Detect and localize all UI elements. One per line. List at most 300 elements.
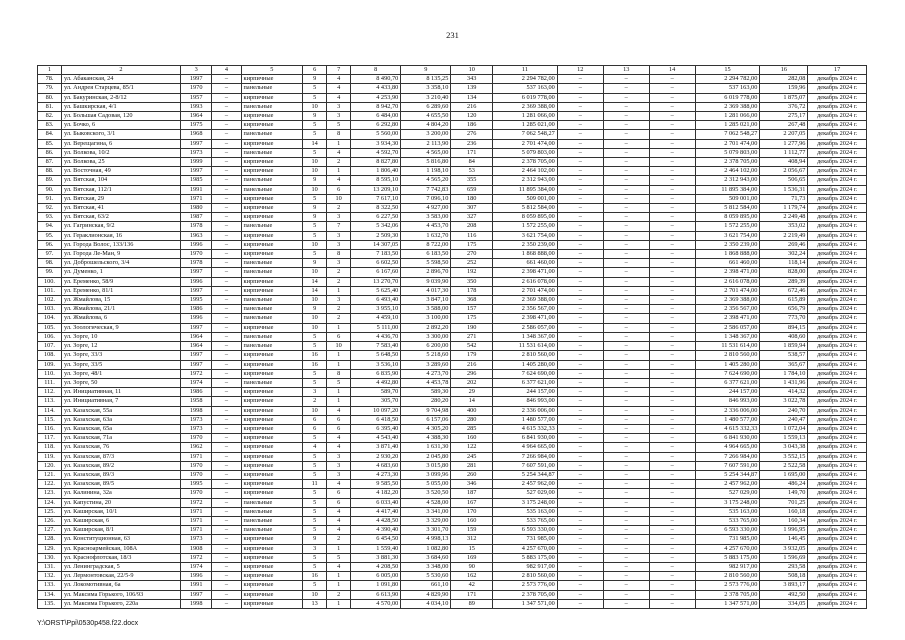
table-cell: – xyxy=(557,167,603,176)
table-cell: панельные xyxy=(241,498,303,507)
table-cell: 13 270,70 xyxy=(351,277,401,286)
table-cell: 5 079 803,00 xyxy=(493,148,558,157)
table-cell: 178 xyxy=(451,286,493,295)
table-cell: 5 xyxy=(303,553,327,562)
table-cell: 11 xyxy=(303,480,327,489)
table-cell: – xyxy=(649,489,695,498)
table-cell: – xyxy=(212,599,241,608)
table-row xyxy=(38,599,867,608)
table-cell: 71,73 xyxy=(760,194,808,203)
table-cell: – xyxy=(557,231,603,240)
table-cell: 2 398 471,00 xyxy=(493,268,558,277)
table-cell: – xyxy=(603,461,649,470)
table-cell: декабрь 2024 г. xyxy=(808,130,867,139)
table-cell: 4 998,13 xyxy=(401,535,451,544)
table-cell: 5 xyxy=(303,130,327,139)
table-cell: 1964 xyxy=(181,332,212,341)
table-cell: 9 xyxy=(303,112,327,121)
table-cell: 9 xyxy=(303,204,327,213)
table-cell: – xyxy=(212,102,241,111)
column-number-header: 17 xyxy=(808,66,867,75)
table-cell: декабрь 2024 г. xyxy=(808,222,867,231)
table-cell: – xyxy=(603,148,649,157)
column-number-header: 12 xyxy=(557,66,603,75)
table-cell: – xyxy=(212,323,241,332)
table-cell: 1 072,04 xyxy=(760,424,808,433)
table-cell: 1991 xyxy=(181,581,212,590)
table-cell: 11 895 384,00 xyxy=(493,185,558,194)
table-cell: 7 266 984,00 xyxy=(695,452,760,461)
table-cell: 1997 xyxy=(181,360,212,369)
table-cell: 5 816,80 xyxy=(401,158,451,167)
table-cell: 16 xyxy=(303,360,327,369)
table-cell: декабрь 2024 г. xyxy=(808,406,867,415)
table-cell: 244 157,00 xyxy=(695,388,760,397)
table-cell: 10 xyxy=(303,323,327,332)
table-cell: 2 378 705,00 xyxy=(493,158,558,167)
table-cell: 6 019 778,00 xyxy=(493,93,558,102)
table-cell: 2 369 388,00 xyxy=(493,296,558,305)
table-cell: 9 xyxy=(303,535,327,544)
table-cell: 5 xyxy=(303,342,327,351)
table-cell: 93. xyxy=(38,213,62,222)
column-number-header: 7 xyxy=(327,66,351,75)
table-cell: ул. Гераклионская, 16 xyxy=(62,231,181,240)
table-cell: 11 531 614,00 xyxy=(695,342,760,351)
table-row xyxy=(38,544,867,553)
table-cell: 2 701 474,00 xyxy=(695,286,760,295)
table-row xyxy=(38,360,867,369)
table-cell: 2 616 078,00 xyxy=(695,277,760,286)
table-cell: кирпичные xyxy=(241,213,303,222)
table-row xyxy=(38,581,867,590)
table-cell: 615,89 xyxy=(760,296,808,305)
table-cell: кирпичные xyxy=(241,424,303,433)
table-cell: 285 xyxy=(451,424,493,433)
table-cell: декабрь 2024 г. xyxy=(808,93,867,102)
table-cell: 121. xyxy=(38,470,62,479)
table-cell: 3 955,10 xyxy=(351,305,401,314)
table-cell: кирпичные xyxy=(241,443,303,452)
table-cell: 661 460,00 xyxy=(493,259,558,268)
table-cell: кирпичные xyxy=(241,470,303,479)
table-cell: 2 810 560,00 xyxy=(493,572,558,581)
table-cell: – xyxy=(212,535,241,544)
table-cell: 3 881,30 xyxy=(351,553,401,562)
table-cell: – xyxy=(603,544,649,553)
table-row xyxy=(38,507,867,516)
table-cell: – xyxy=(212,498,241,507)
table-cell: 10 xyxy=(303,240,327,249)
table-cell: 1997 xyxy=(181,590,212,599)
table-cell: – xyxy=(603,388,649,397)
table-cell: декабрь 2024 г. xyxy=(808,599,867,608)
table-cell: ул. Верещагина, 6 xyxy=(62,139,181,148)
table-cell: 2 xyxy=(327,204,351,213)
table-cell: 105. xyxy=(38,323,62,332)
table-cell: 1995 xyxy=(181,480,212,489)
table-cell: кирпичные xyxy=(241,452,303,461)
table-cell: – xyxy=(603,231,649,240)
table-cell: ул. Калинина, 32а xyxy=(62,489,181,498)
table-cell: ул. Лермонтовская, 22/5-9 xyxy=(62,572,181,581)
table-cell: ул. Города Волос, 133/136 xyxy=(62,240,181,249)
table-cell: 2 810 560,00 xyxy=(695,351,760,360)
table-cell: кирпичные xyxy=(241,590,303,599)
table-cell: – xyxy=(603,240,649,249)
table-cell: – xyxy=(649,516,695,525)
table-cell: 6 593 330,00 xyxy=(695,526,760,535)
table-cell: – xyxy=(649,369,695,378)
table-cell: 3 xyxy=(327,296,351,305)
table-cell: 5 598,50 xyxy=(401,259,451,268)
table-cell: 281 xyxy=(451,461,493,470)
table-cell: – xyxy=(212,360,241,369)
table-cell: 5 883 175,00 xyxy=(493,553,558,562)
table-row xyxy=(38,470,867,479)
table-cell: 1973 xyxy=(181,148,212,157)
table-cell: 5 xyxy=(303,516,327,525)
table-cell: – xyxy=(649,148,695,157)
table-cell: 2 336 006,00 xyxy=(493,406,558,415)
table-cell: декабрь 2024 г. xyxy=(808,572,867,581)
table-cell: – xyxy=(557,599,603,608)
table-cell: декабрь 2024 г. xyxy=(808,148,867,157)
table-cell: 1 xyxy=(327,286,351,295)
table-cell: 4 017,30 xyxy=(401,286,451,295)
table-cell: 100. xyxy=(38,277,62,286)
table-cell: кирпичные xyxy=(241,93,303,102)
table-cell: 83. xyxy=(38,121,62,130)
table-cell: 160,18 xyxy=(760,507,808,516)
table-cell: 114. xyxy=(38,406,62,415)
table-cell: 8 xyxy=(327,369,351,378)
table-cell: – xyxy=(212,167,241,176)
table-cell: – xyxy=(557,562,603,571)
table-cell: 5 xyxy=(303,581,327,590)
table-cell: 97. xyxy=(38,250,62,259)
table-cell: 2 312 943,00 xyxy=(695,176,760,185)
table-cell: панельные xyxy=(241,102,303,111)
table-row xyxy=(38,250,867,259)
table-cell: 1 xyxy=(327,397,351,406)
table-cell: – xyxy=(557,268,603,277)
table-cell: – xyxy=(557,489,603,498)
table-cell: – xyxy=(557,259,603,268)
table-cell: 492,50 xyxy=(760,590,808,599)
table-cell: 4 683,60 xyxy=(351,461,401,470)
table-cell: декабрь 2024 г. xyxy=(808,360,867,369)
table-cell: 3 893,17 xyxy=(760,581,808,590)
table-cell: 2 930,20 xyxy=(351,452,401,461)
table-cell: 84. xyxy=(38,130,62,139)
table-cell: 216 xyxy=(451,102,493,111)
table-cell: 280,20 xyxy=(401,397,451,406)
table-cell: панельные xyxy=(241,507,303,516)
table-cell: 4 xyxy=(327,406,351,415)
table-cell: 3 xyxy=(327,112,351,121)
column-number-header: 4 xyxy=(212,66,241,75)
table-cell: – xyxy=(603,323,649,332)
table-cell: 1987 xyxy=(181,213,212,222)
table-row xyxy=(38,461,867,470)
table-cell: 4 xyxy=(327,148,351,157)
table-cell: 533 765,00 xyxy=(695,516,760,525)
table-cell: ул. Доброшельского, 3/4 xyxy=(62,259,181,268)
table-cell: 3 xyxy=(327,231,351,240)
table-cell: 3 175 248,00 xyxy=(695,498,760,507)
table-cell: 3 341,00 xyxy=(401,507,451,516)
table-row xyxy=(38,167,867,176)
table-row xyxy=(38,489,867,498)
table-cell: 131. xyxy=(38,562,62,571)
table-cell: 10 xyxy=(303,102,327,111)
table-cell: 3 684,60 xyxy=(401,553,451,562)
table-cell: 78. xyxy=(38,75,62,84)
table-cell: 6 xyxy=(327,424,351,433)
table-cell: декабрь 2024 г. xyxy=(808,112,867,121)
table-row xyxy=(38,213,867,222)
table-cell: – xyxy=(557,176,603,185)
table-cell: – xyxy=(649,378,695,387)
table-cell: 2 398 471,00 xyxy=(695,268,760,277)
table-cell: 53 xyxy=(451,167,493,176)
table-cell: 190 xyxy=(451,323,493,332)
table-cell: 2 219,49 xyxy=(760,231,808,240)
column-number-header: 3 xyxy=(181,66,212,75)
table-row xyxy=(38,240,867,249)
table-row xyxy=(38,121,867,130)
table-cell: – xyxy=(603,470,649,479)
column-number-header: 13 xyxy=(603,66,649,75)
table-cell: 4 208,50 xyxy=(351,562,401,571)
table-cell: – xyxy=(557,590,603,599)
table-cell: 1 631,30 xyxy=(401,443,451,452)
table-cell: – xyxy=(649,194,695,203)
table-cell: – xyxy=(603,562,649,571)
table-cell: 5 xyxy=(303,93,327,102)
table-cell: 275,17 xyxy=(760,112,808,121)
table-cell: – xyxy=(603,286,649,295)
table-cell: 267,48 xyxy=(760,121,808,130)
table-cell: – xyxy=(649,259,695,268)
table-cell: ул. Думенко, 1 xyxy=(62,268,181,277)
footer-file-path: Y:\ORST\Ppi\0530p458.f22.docx xyxy=(37,620,139,627)
table-cell: декабрь 2024 г. xyxy=(808,121,867,130)
table-cell: 8 xyxy=(327,250,351,259)
table-cell: 731 985,00 xyxy=(695,535,760,544)
table-cell: декабрь 2024 г. xyxy=(808,443,867,452)
table-cell: 120. xyxy=(38,461,62,470)
table-cell: 10 xyxy=(327,342,351,351)
table-row xyxy=(38,562,867,571)
table-cell: 1 xyxy=(327,572,351,581)
table-cell: 3 200,00 xyxy=(401,130,451,139)
table-cell: – xyxy=(603,516,649,525)
table-cell: 1996 xyxy=(181,277,212,286)
table-cell: – xyxy=(557,250,603,259)
table-cell: 89 xyxy=(451,599,493,608)
table-cell: 4 390,40 xyxy=(351,526,401,535)
table-row xyxy=(38,286,867,295)
table-cell: 1974 xyxy=(181,378,212,387)
table-cell: 4 964 665,00 xyxy=(493,443,558,452)
table-cell: 110. xyxy=(38,369,62,378)
table-cell: 4 xyxy=(327,526,351,535)
table-cell: 3 xyxy=(327,259,351,268)
table-cell: 3 300,00 xyxy=(401,332,451,341)
table-cell: ул. Зорге, 50 xyxy=(62,378,181,387)
table-cell: 269,46 xyxy=(760,240,808,249)
table-cell: – xyxy=(603,590,649,599)
table-cell: 3 871,40 xyxy=(351,443,401,452)
table-cell: 1964 xyxy=(181,112,212,121)
table-cell: 13 xyxy=(303,599,327,608)
table-cell: 2 378 705,00 xyxy=(493,590,558,599)
table-row xyxy=(38,130,867,139)
table-cell: ул. Волкова, 25 xyxy=(62,158,181,167)
table-cell: 1 xyxy=(327,599,351,608)
table-cell: 5 xyxy=(303,452,327,461)
table-cell: 2 xyxy=(327,268,351,277)
table-cell: 91. xyxy=(38,194,62,203)
table-cell: – xyxy=(212,259,241,268)
table-cell: – xyxy=(212,452,241,461)
table-cell: – xyxy=(557,581,603,590)
table-cell: – xyxy=(557,93,603,102)
table-cell: 4 273,30 xyxy=(351,470,401,479)
table-cell: декабрь 2024 г. xyxy=(808,535,867,544)
table-cell: ул. Конституционная, 63 xyxy=(62,535,181,544)
table-cell: 538,57 xyxy=(760,351,808,360)
table-cell: 5 xyxy=(303,332,327,341)
table-cell: декабрь 2024 г. xyxy=(808,231,867,240)
table-cell: 3 099,96 xyxy=(401,470,451,479)
table-cell: 1978 xyxy=(181,222,212,231)
table-cell: ул. Каширская, 6 xyxy=(62,516,181,525)
table-cell: 7 742,83 xyxy=(401,185,451,194)
table-cell: декабрь 2024 г. xyxy=(808,213,867,222)
table-cell: – xyxy=(212,526,241,535)
table-cell: кирпичные xyxy=(241,553,303,562)
table-cell: кирпичные xyxy=(241,139,303,148)
page-number: 231 xyxy=(446,30,459,40)
table-cell: кирпичные xyxy=(241,231,303,240)
table-cell: 240,70 xyxy=(760,406,808,415)
table-cell: 10 xyxy=(303,167,327,176)
table-cell: 6 019 778,00 xyxy=(695,93,760,102)
table-cell: – xyxy=(649,268,695,277)
table-cell: – xyxy=(557,75,603,84)
table-cell: 350 xyxy=(451,277,493,286)
table-cell: 149,70 xyxy=(760,489,808,498)
table-cell: 2 xyxy=(327,277,351,286)
table-cell: 280 xyxy=(451,415,493,424)
table-cell: 4 xyxy=(303,443,327,452)
table-cell: 1972 xyxy=(181,553,212,562)
table-cell: 244 157,00 xyxy=(493,388,558,397)
table-cell: – xyxy=(557,277,603,286)
table-cell: 5 xyxy=(303,250,327,259)
table-cell: 1 179,74 xyxy=(760,204,808,213)
table-cell: декабрь 2024 г. xyxy=(808,480,867,489)
table-cell: – xyxy=(212,75,241,84)
table-cell: – xyxy=(603,84,649,93)
table-cell: 11 895 384,00 xyxy=(695,185,760,194)
table-cell: 4 829,90 xyxy=(401,590,451,599)
table-cell: 4 253,90 xyxy=(351,93,401,102)
table-cell: 10 xyxy=(303,296,327,305)
table-cell: 10 xyxy=(303,406,327,415)
table-cell: 7 617,10 xyxy=(351,194,401,203)
table-cell: 1 347 571,00 xyxy=(493,599,558,608)
table-cell: – xyxy=(557,443,603,452)
table-cell: – xyxy=(212,489,241,498)
table-cell: 8 059 895,00 xyxy=(493,213,558,222)
table-cell: 506,65 xyxy=(760,176,808,185)
table-cell: – xyxy=(649,250,695,259)
table-cell: – xyxy=(557,342,603,351)
table-cell: 1 348 367,00 xyxy=(493,332,558,341)
table-cell: 1 536,31 xyxy=(760,185,808,194)
table-cell: 5 218,60 xyxy=(401,351,451,360)
table-cell: – xyxy=(603,378,649,387)
table-cell: 6 484,00 xyxy=(351,112,401,121)
table-cell: 535 163,00 xyxy=(493,507,558,516)
table-cell: декабрь 2024 г. xyxy=(808,102,867,111)
table-cell: – xyxy=(603,397,649,406)
table-cell: – xyxy=(603,222,649,231)
table-cell: панельные xyxy=(241,259,303,268)
table-cell: 656,79 xyxy=(760,305,808,314)
table-cell: – xyxy=(649,93,695,102)
table-cell: 1985 xyxy=(181,176,212,185)
table-cell: 6 033,40 xyxy=(351,498,401,507)
table-cell: 79. xyxy=(38,84,62,93)
table-cell: 2 xyxy=(327,590,351,599)
table-cell: 2 350 239,00 xyxy=(695,240,760,249)
table-cell: – xyxy=(212,544,241,553)
table-cell: – xyxy=(557,148,603,157)
table-cell: кирпичные xyxy=(241,323,303,332)
table-cell: 3 xyxy=(303,388,327,397)
table-cell: 4 xyxy=(327,84,351,93)
table-cell: – xyxy=(649,332,695,341)
table-cell: – xyxy=(557,434,603,443)
table-cell: 1970 xyxy=(181,434,212,443)
table-cell: 115. xyxy=(38,415,62,424)
table-cell: – xyxy=(212,378,241,387)
table-cell: – xyxy=(649,470,695,479)
table-cell: – xyxy=(603,194,649,203)
table-cell: панельные xyxy=(241,516,303,525)
table-cell: 1 859,94 xyxy=(760,342,808,351)
table-cell: 5 254 344,87 xyxy=(493,470,558,479)
column-number-header: 8 xyxy=(351,66,401,75)
table-cell: – xyxy=(557,498,603,507)
table-row xyxy=(38,498,867,507)
table-cell: – xyxy=(603,176,649,185)
table-cell: декабрь 2024 г. xyxy=(808,553,867,562)
table-cell: 1974 xyxy=(181,562,212,571)
table-cell: 119. xyxy=(38,452,62,461)
table-cell: 171 xyxy=(451,148,493,157)
table-cell: – xyxy=(212,176,241,185)
table-cell: 5 xyxy=(303,148,327,157)
table-cell: 1996 xyxy=(181,572,212,581)
table-cell: кирпичные xyxy=(241,277,303,286)
table-cell: 252 xyxy=(451,259,493,268)
